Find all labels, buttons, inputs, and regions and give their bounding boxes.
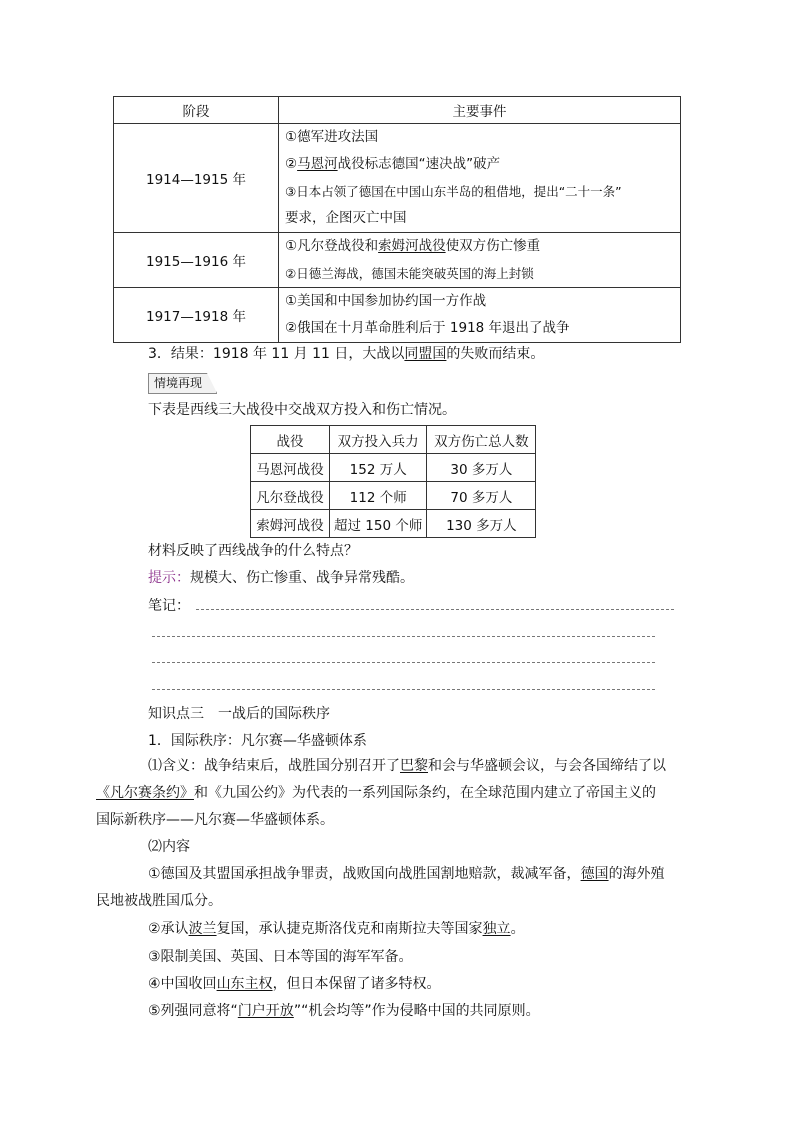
hint-label: 提示： xyxy=(148,570,190,586)
event-line: 要求，企图灭亡中国 xyxy=(285,210,407,226)
event-line: ②马恩河战役标志德国“速决战”破产 xyxy=(285,156,501,172)
event-line: ③日本占领了德国在中国山东半岛的租借地，提出“二十一条” xyxy=(285,184,622,199)
period-cell: 1914—1915 年 xyxy=(114,124,279,233)
section-title: 知识点三 一战后的国际秩序 xyxy=(148,706,330,722)
content-item-2: ②承认波兰复国，承认捷克斯洛伐克和南斯拉夫等国家独立。 xyxy=(148,921,525,937)
underlined-term: 门户开放 xyxy=(237,1003,294,1019)
header-events: 主要事件 xyxy=(279,97,681,124)
header-period: 阶段 xyxy=(114,97,279,124)
content-item-3: ③限制美国、英国、日本等国的海军军备。 xyxy=(148,949,413,965)
event-line: ①美国和中国参加协约国一方作战 xyxy=(285,293,487,309)
events-table xyxy=(113,96,681,343)
cell: 130 多万人 xyxy=(427,510,536,538)
event-line: ②日德兰海战，德国未能突破英国的海上封锁 xyxy=(285,266,534,281)
underlined-term: 巴黎 xyxy=(400,758,428,774)
event-line: ①德军进攻法国 xyxy=(285,129,379,145)
underlined-term: 独立 xyxy=(482,921,511,937)
content-item-1: ①德国及其盟国承担战争罪责，战败国向战胜国割地赔款，裁减军备，德国的海外殖 民地被战胜国瓜分。 xyxy=(96,866,665,909)
hint-text: 规模大、伤亡惨重、战争异常残酷。 xyxy=(190,570,414,586)
text-segment: 和会与华盛顿会议，与会各国缔结了以 xyxy=(428,758,666,774)
text-segment: 《凡尔赛条约》和《九国公约》为代表的一系列国际条约，在全球范围内建立了帝国主义的 xyxy=(96,785,656,801)
cell: 马恩河战役 xyxy=(251,454,330,482)
header-battle: 战役 xyxy=(251,426,330,454)
cell: 112 个师 xyxy=(330,482,427,510)
hint xyxy=(148,567,414,587)
content-label: ⑵内容 xyxy=(148,839,190,855)
note-line xyxy=(196,609,674,610)
event-line: ①凡尔登战役和索姆河战役使双方伤亡惨重 xyxy=(285,238,541,254)
table-row xyxy=(114,288,681,343)
table-row xyxy=(251,454,536,482)
underlined-term: 波兰 xyxy=(188,921,217,937)
cell: 70 多万人 xyxy=(427,482,536,510)
subtitle: 1．国际秩序：凡尔赛—华盛顿体系 xyxy=(148,733,367,749)
note-line xyxy=(152,636,655,637)
period-cell: 1917—1918 年 xyxy=(114,288,279,343)
events-cell xyxy=(279,124,681,233)
cell: 30 多万人 xyxy=(427,454,536,482)
text-segment: ⑴含义：战争结束后，战胜国分别召开了 xyxy=(148,758,400,774)
cell: 凡尔登战役 xyxy=(251,482,330,510)
table-header-row xyxy=(251,426,536,454)
text-segment: 国际新秩序——凡尔赛—华盛顿体系。 xyxy=(96,812,334,828)
notes-label: 笔记： xyxy=(148,598,190,614)
underlined-term: 马恩河 xyxy=(297,156,338,172)
table-header-row xyxy=(114,97,681,124)
table-row xyxy=(251,510,536,538)
meaning-paragraph xyxy=(96,753,682,834)
table-row xyxy=(114,124,681,233)
cell: 152 万人 xyxy=(330,454,427,482)
content-item-4: ④中国收回山东主权，但日本保留了诸多特权。 xyxy=(148,976,441,992)
header-casualties: 双方伤亡总人数 xyxy=(427,426,536,454)
cell: 索姆河战役 xyxy=(251,510,330,538)
period-cell: 1915—1916 年 xyxy=(114,233,279,288)
underlined-term: 《凡尔赛条约》 xyxy=(96,785,194,801)
underlined-term: 同盟国 xyxy=(404,346,447,362)
underlined-term: 山东主权 xyxy=(216,976,273,992)
question: 材料反映了西线战争的什么特点？ xyxy=(148,543,358,559)
table-row xyxy=(251,482,536,510)
cell: 超过 150 个师 xyxy=(330,510,427,538)
table-row xyxy=(114,233,681,288)
scenario-tag: 情境再现 xyxy=(148,373,217,394)
battles-table xyxy=(250,425,536,538)
content-item-5: ⑤列强同意将“门户开放”“机会均等”作为侵略中国的共同原则。 xyxy=(148,1003,540,1019)
scenario-intro: 下表是西线三大战役中交战双方投入和伤亡情况。 xyxy=(148,402,456,418)
events-cell xyxy=(279,288,681,343)
events-cell xyxy=(279,233,681,288)
underlined-term: 索姆河战役 xyxy=(378,238,446,254)
result-line: 3．结果：1918 年 11 月 11 日，大战以同盟国的失败而结束。 xyxy=(148,346,545,362)
note-line xyxy=(152,689,655,690)
underlined-term: 德国 xyxy=(580,866,609,882)
event-line: ②俄国在十月革命胜利后于 1918 年退出了战争 xyxy=(285,320,570,336)
header-force: 双方投入兵力 xyxy=(330,426,427,454)
note-line xyxy=(152,662,655,663)
